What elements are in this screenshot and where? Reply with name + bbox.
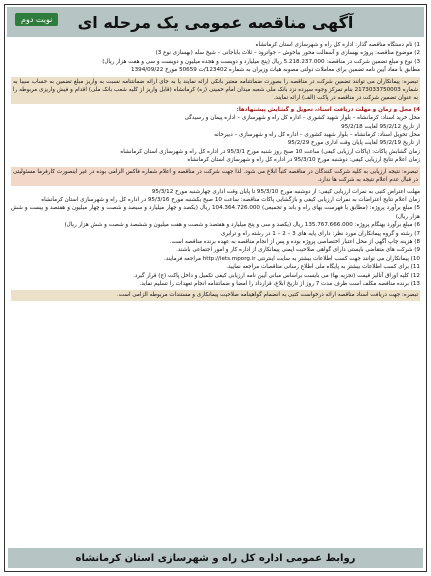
item-2: 2) موضوع مناقصه: پروژه بهسازی و آسفالت محور بیاخوش – جوانرود – ثلاث باباجانی – شیخ سله (بهسازی نوع 3)	[155, 50, 420, 57]
item-3-note: مطابق با مفاد آیین نامه تضمین برای معاملات دولتی مصوبه هیات وزیران به شماره 123402/ت 50659 مورخ 1394/09/22	[131, 67, 420, 74]
item-4-heading: 4) محل و زمان و مهلت دریافت اسناد، تحویل و گشایش پیشنهادها:	[236, 106, 420, 113]
results-announcement: زمان اعلام نتایج ارزیابی کیفی: دوشنبه مورخ 95/3/10 در اداره کل راه و شهرسازی استان کرمانشاه	[187, 157, 420, 164]
item-5-estimate: 5) مبلغ برآورد پروژه: (مطابق با فهرست بهای راه و باند و تجمیعی) 104.364.726.000 ریال (یکصد و چهار میلیارد و سیصد و شصت و چهار میلیون و هفتصد و بیست و شش هزار ریال)	[11, 205, 420, 220]
opening-time: زمان گشایش پاکات: (پاکات ارزیابی کیفی) ساعت 10 صبح روز شنبه مورخ 95/3/1 در اداره کل راه و شهرسازی استان کرمانشاه	[120, 148, 420, 155]
stage-badge: نوبت دوم	[15, 13, 58, 26]
docs-delivery-dates: از تاریخ 95/2/19 لغایت پایان وقت اداری مورخ 95/2/29	[287, 140, 420, 147]
objection-deadline: مهلت اعتراض کتبی به نمرات ارزیابی کیفی: از دوشنبه مورخ 95/3/10 تا پایان وقت اداری چهارشنبه مورخ 95/3/12	[151, 188, 420, 195]
item-1: 1) نام دستگاه مناقصه گذار: اداره کل راه و شهرسازی استان کرمانشاه	[255, 42, 420, 48]
item-8: 8) هزینه چاپ آگهی از محل اعتبار اختصاصی پروژه بوده و پس از انجام مناقصه به عهده برنده مناقصه است.	[169, 238, 420, 245]
item-11: 11) برای کسب اطلاعات بیشتر به پایگاه ملی اطلاع رسانی مناقصات مراجعه نمایید.	[226, 264, 420, 271]
item-10: 10) پیمانکاران می توانند جهت کسب اطلاعات بیشتر به سایت اینترنتی http://iets.mporg.ir مراجعه فرمایند.	[163, 255, 420, 262]
footer-org: روابط عمومی اداره کل راه و شهرسازی استان کرمانشاه	[75, 552, 356, 564]
guarantee-note: تبصره: پیمانکاران می توانند تضمین شرکت در مناقصه را بصورت ضمانتنامه معتبر بانکی ارائه نمایند یا به جای ارائه ضمانتنامه نسبت به واریز مبلغ تضمین به حساب سیبا به شماره 2173033750003 بنام تمرکز وجوه سپرده نزد بانک ملی شعبه میدان امام خمینی (ره) کرمانشاه (قابل واریز از کلیه شعب بانک ملی) اقدام و فیش واریزی مربوطه را به عنوان تضمین شرکت در مناقصه در پاکت (الف) ارائه نمایند.	[11, 77, 420, 104]
header-banner	[7, 7, 424, 37]
item-6-updated-estimate: 6) مبلغ برآورد بهنگام پروژه: 135.767.666.000 ریال (یکصد و سی و پنج میلیارد و هفتصد و شصت و هفت میلیون و ششصد و شصت و شش هزار ریال)	[64, 222, 420, 229]
docs-purchase-location: محل خرید اسناد: کرمانشاه – بلوار شهید کشوری – اداره کل راه و شهرسازی – اداره پیمان و رسیدگی	[184, 115, 420, 122]
docs-delivery-location: محل تحویل اسناد: کرمانشاه – بلوار شهید کشوری – اداره کل راه و شهرسازی – دبیرخانه	[214, 132, 420, 139]
objection-results: زمان اعلام نتایج اعتراضات به نمرات ارزیابی کیفی و بازگشایی پاکات مناقصه: ساعت 10 صبح یکشنبه مورخ 95/3/16 در اداره کل راه و شهرسازی استان کرمانشاه	[41, 196, 420, 203]
item-13: 13) برنده مناقصه مکلف است ظرف مدت 7 روز از تاریخ ابلاغ، قرارداد را امضا و ضمانتنامه انجام تعهدات را تسلیم نماید.	[139, 280, 420, 287]
docs-purchase-dates: از تاریخ 95/2/12 لغایت 95/2/18	[341, 123, 420, 130]
item-3: 3) نوع و مبلغ تضمین شرکت در مناقصه: 5.218.237.000 ریال (پنج میلیارد و دویست و هجده میلیون و دویست و سی و هفت هزار ریال)	[102, 58, 420, 65]
item-12: 12) کلیه اوراق آنالیز قیمت (تجزیه بها) می بایست براساس مبانی آیین نامه ارزیابی کیفی تکمیل و داخل پاکت (ج) قرار گیرد.	[132, 272, 420, 279]
tender-advertisement	[4, 4, 427, 572]
item-9: 9) شرکت های متقاضی بایستی دارای گواهی صلاحیت ایمنی پیمانکاری از اداره کار و امور اجتماعی باشند.	[176, 247, 420, 254]
ad-body	[11, 41, 420, 545]
ad-title: آگهی مناقصه عمومی یک مرحله ای	[77, 12, 354, 32]
footer-banner	[8, 548, 423, 568]
item-7-contractor-grade: 7) رشته و گروه پیمانکاران مورد نظر: دارای پایه های 3 – 2 – 1 در رشته راه و ترابری	[221, 230, 420, 237]
final-note: تبصره: جهت دریافت اسناد مناقصه ارائه درخواست کتبی به انضمام گواهینامه صلاحیت پیمانکاری و مستندات مربوطه الزامی است.	[11, 290, 420, 300]
results-note: تبصره: نتیجه ارزیابی به کلیه شرکت کنندگان در مناقصه کتباً ابلاغ می شود. لذا جهت شرکت در مناقصه و اعلام شماره فاکس الزامی بوده در غیر اینصورت کارفرما مسئولیتی در قبال عدم اعلام نتیجه به شرکت ها ندارد.	[11, 167, 420, 186]
